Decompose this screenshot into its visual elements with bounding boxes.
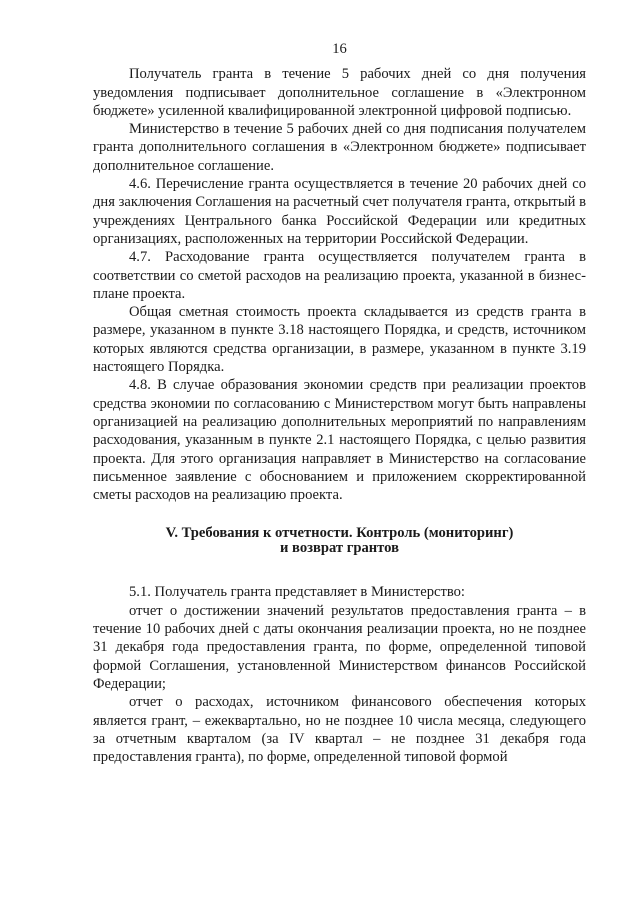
paragraph-4-6: 4.6. Перечисление гранта осуществляется в течение 20 рабочих дней со дня заключения Соглашения на расчетный счет получателя гранта, открытый в учреждениях Центрального банка Российской Федерации или кредитных организациях, расположенных на территории Российской Федерации. — [93, 176, 586, 247]
paragraph-5-1: 5.1. Получатель гранта представляет в Министерство: — [129, 584, 465, 601]
paragraph-expenses-report: отчет о расходах, источником финансового обеспечения которых является грант, – ежеквартально, но не позднее 10 числа месяца, следующего за отчетным кварталом (за IV квартал – не позднее 31 декабря года предоставления гранта), по форме, определенной типовой формой — [93, 694, 586, 766]
paragraph-results-report: отчет о достижении значений результатов предоставления гранта – в течение 10 рабочих дней с даты окончания реализации проекта, но не позднее 31 декабря года предоставления гранта, по форме, определенной типовой формой Соглашения, установленной Министерством финансов Российской Федерации; — [93, 602, 586, 692]
paragraph-recipient-signs: Получатель гранта в течение 5 рабочих дней со дня получения уведомления подписывает дополнительное соглашение в «Электронном бюджете» усиленной квалифицированной электронной цифровой подписью. — [93, 66, 586, 119]
section-heading-line-2: и возврат грантов — [280, 540, 399, 557]
paragraph-4-8: 4.8. В случае образования экономии средств при реализации проектов средства экономии по согласованию с Министерством могут быть направлены организацией на реализацию дополнительных мероприятий по направлениям расходования, указанным в пункте 2.1 настоящего Порядка, с целью развития проекта. Для этого организация направляет в Министерство на согласование письменное заявление с обоснованием и приложением скорректированной сметы расходов на реализацию проекта. — [93, 377, 586, 504]
paragraph-total-cost: Общая сметная стоимость проекта складывается из средств гранта в размере, указанном в пункте 3.18 настоящего Порядка, и средств, источником которых являются средства организации, в размере, указанном в пункте 3.19 настоящего Порядка. — [93, 304, 586, 376]
paragraph-ministry-signs: Министерство в течение 5 рабочих дней со дня подписания получателем гранта дополнительного соглашения в «Электронном бюджете» подписывает дополнительное соглашение. — [93, 121, 586, 174]
section-heading-line-1: V. Требования к отчетности. Контроль (мониторинг) — [165, 525, 514, 542]
section-heading — [93, 526, 586, 556]
page-number: 16 — [332, 41, 347, 57]
paragraph-4-7: 4.7. Расходование гранта осуществляется получателем гранта в соответствии со сметой расходов на реализацию проекта, указанной в бизнес-плане проекта. — [93, 249, 586, 302]
